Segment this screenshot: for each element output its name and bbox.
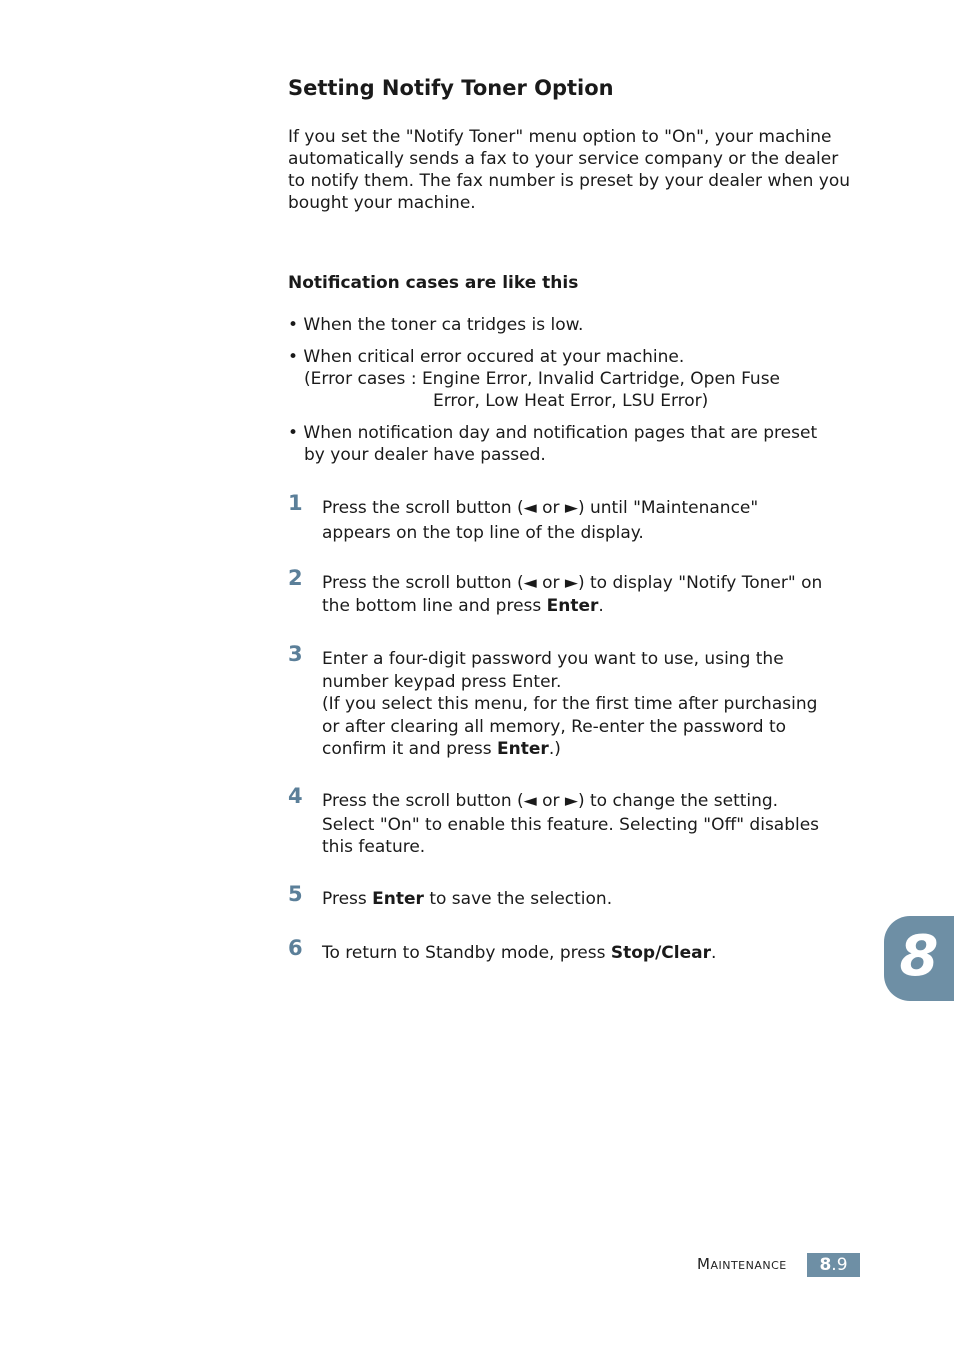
footer-chapter: 8 (819, 1255, 832, 1275)
step-line: or after clearing all memory, Re-enter the password to (322, 716, 787, 737)
step-number: 5 (288, 882, 303, 906)
step-text-part: To return to Standby mode, press (322, 943, 611, 963)
stop-clear-key-label: Stop/Clear (610, 943, 711, 963)
step-text-part: the bottom line and press (322, 595, 547, 616)
step-text-part: .) (548, 739, 561, 759)
bullet-line: Error, Low Heat Error, LSU Error) (433, 391, 709, 411)
bullet-item (288, 422, 854, 466)
step-number: 1 (288, 491, 303, 515)
enter-key-label: Enter (497, 739, 549, 759)
bullet-line: by your dealer have passed. (304, 445, 546, 465)
step-line: Press the scroll button (◄ or ►) to change the setting. (322, 791, 779, 811)
step-text-part: . (710, 943, 717, 963)
step-number: 4 (288, 784, 303, 808)
chapter-tab-number: 8 (899, 924, 939, 989)
step-text-part: confirm it and press (322, 739, 498, 759)
step-text (322, 572, 852, 617)
enter-key-label: Enter (546, 595, 599, 616)
bullet-line: • When notification day and notification pages that are preset (288, 423, 818, 443)
bullet-line: (Error cases : Engine Error, Invalid Cartridge, Open Fuse (304, 369, 781, 389)
step-text (322, 888, 852, 911)
step-line: number keypad press Enter. (322, 671, 562, 692)
step-number: 6 (288, 936, 303, 960)
step-line: appears on the top line of the display. (322, 522, 644, 543)
bullet-item (288, 314, 854, 336)
bullet-line: • When the toner ca tridges is low. (288, 315, 584, 335)
step-line (322, 738, 852, 761)
step-number: 3 (288, 642, 303, 666)
intro-paragraph: If you set the "Notify Toner" menu option to "On", your machine automatically sends a fax to your service company or the dealer to notify them. The fax number is preset by your dealer when you bought your machine. (288, 127, 851, 213)
step-line (322, 595, 852, 618)
step-line (322, 888, 852, 911)
step-text (322, 942, 852, 965)
step-line: this feature. (322, 837, 426, 857)
footer-page-number (807, 1253, 860, 1277)
step-text-part: to save the selection. (423, 889, 613, 909)
bullet-line: • When critical error occured at your machine. (288, 347, 685, 367)
step-number: 2 (288, 566, 303, 590)
section-title: Setting Notify Toner Option (288, 76, 614, 100)
step-line (322, 942, 852, 965)
subheading: Notification cases are like this (288, 273, 579, 293)
step-line: Press the scroll button (◄ or ►) until "Maintenance" (322, 498, 759, 518)
step-text-part: Press (322, 889, 373, 909)
enter-key-label: Enter (372, 889, 424, 909)
step-text (322, 497, 852, 544)
step-line: (If you select this menu, for the first time after purchasing (322, 694, 818, 714)
step-line: Enter a four-digit password you want to use, using the (322, 649, 784, 669)
step-text (322, 648, 852, 761)
footer-section-label: Maintenance (697, 1255, 787, 1273)
step-line: Press the scroll button (◄ or ►) to display "Notify Toner" on (322, 573, 823, 593)
bullet-item (288, 346, 854, 412)
step-line: Select "On" to enable this feature. Selecting "Off" disables (322, 814, 820, 835)
step-text-part: . (598, 595, 604, 616)
chapter-tab (884, 916, 954, 1001)
step-text (322, 790, 852, 859)
footer-page: .9 (831, 1255, 848, 1275)
